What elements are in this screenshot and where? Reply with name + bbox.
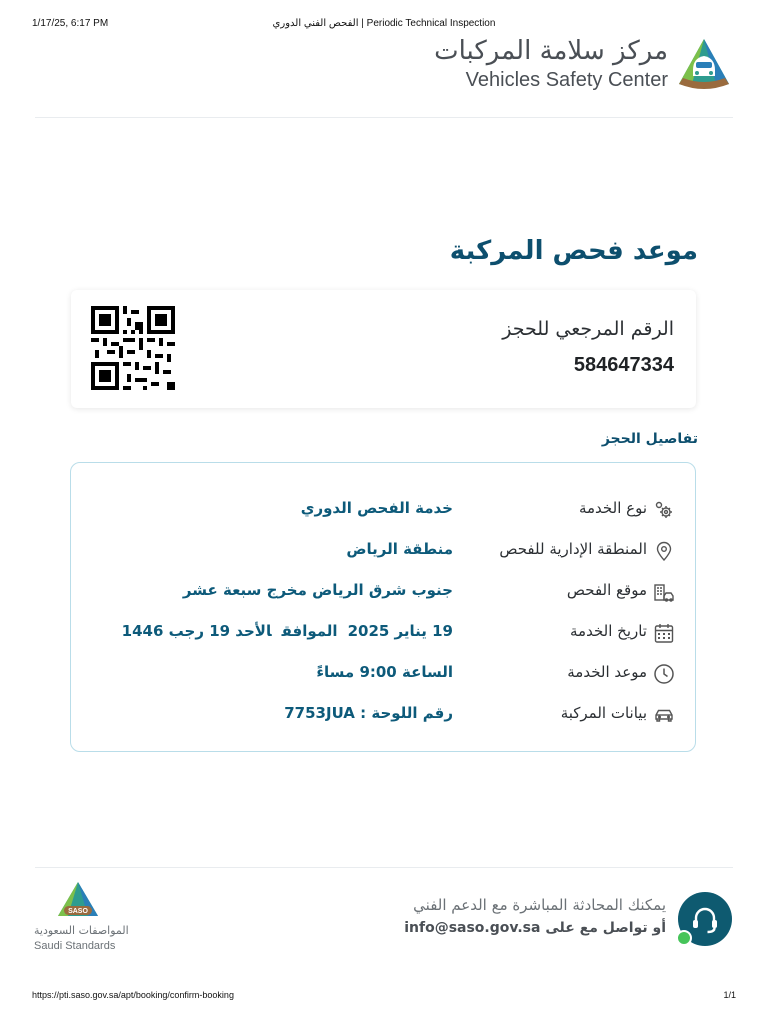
building-car-icon — [653, 581, 675, 603]
booking-details-card — [70, 462, 696, 752]
vehicles-safety-center-logo-icon — [676, 36, 732, 92]
detail-value — [112, 622, 453, 640]
detail-label: المنطقة الإدارية للفحص — [499, 540, 647, 558]
footer-divider — [35, 867, 733, 868]
reference-number: 584647334 — [573, 354, 674, 376]
qr-code-icon — [91, 306, 175, 390]
print-header — [32, 18, 736, 32]
print-footer — [32, 990, 736, 1004]
detail-label: نوع الخدمة — [578, 499, 647, 517]
detail-label: موعد الخدمة — [567, 663, 647, 681]
support-email-text[interactable]: أو تواصل مع على info@saso.gov.sa — [404, 920, 666, 936]
detail-row-service-type — [71, 495, 695, 525]
print-timestamp: 1/17/25, 6:17 PM — [32, 18, 109, 29]
saso-branding — [34, 880, 134, 960]
detail-row-vehicle-data — [71, 700, 695, 730]
detail-value: الساعة 9:00 مساءً — [316, 663, 453, 681]
print-page-title: الفحص الفني الدوري | Periodic Technical Inspection — [272, 18, 496, 29]
support-section — [404, 892, 732, 952]
booking-details-heading: تفاصيل الحجز — [601, 431, 698, 447]
detail-row-inspection-site — [71, 577, 695, 607]
gears-icon — [653, 499, 675, 521]
calendar-icon — [653, 622, 675, 644]
location-pin-icon — [653, 540, 675, 562]
saso-logo-icon — [56, 880, 100, 920]
detail-row-service-date — [71, 618, 695, 648]
date-gregorian: 19 يناير 2025 — [347, 622, 453, 640]
car-icon — [653, 704, 675, 726]
reference-label: الرقم المرجعي للحجز — [502, 318, 674, 340]
saso-name-english: Saudi Standards — [34, 940, 116, 952]
detail-value: خدمة الفحص الدوري — [300, 499, 453, 517]
detail-value: رقم اللوحة : 7753JUA — [284, 704, 453, 722]
detail-label: بيانات المركبة — [560, 704, 647, 722]
brand-header — [432, 36, 732, 96]
date-hijri: الأحد 19 رجب 1446 — [121, 622, 272, 640]
clock-icon — [653, 663, 675, 685]
header-divider — [35, 117, 733, 118]
print-page-number: 1/1 — [723, 990, 736, 1000]
detail-label: تاريخ الخدمة — [570, 622, 647, 640]
detail-value: جنوب شرق الرياض مخرج سبعة عشر — [182, 581, 453, 599]
saso-name-arabic: المواصفات السعودية — [34, 924, 129, 937]
detail-row-admin-region — [71, 536, 695, 566]
date-equivalent-label: الموافق — [281, 622, 338, 640]
page-title: موعد فحص المركبة — [449, 236, 698, 266]
reference-card — [71, 290, 696, 408]
brand-name-arabic: مركز سلامة المركبات — [434, 36, 668, 66]
detail-row-service-time — [71, 659, 695, 689]
online-status-dot — [676, 930, 692, 946]
support-chat-text: يمكنك المحادثة المباشرة مع الدعم الفني — [413, 896, 666, 914]
detail-value: منطقة الرياض — [346, 540, 453, 558]
brand-name-english: Vehicles Safety Center — [465, 69, 668, 91]
print-url: https://pti.saso.gov.sa/apt/booking/confirm-booking — [32, 990, 234, 1000]
saso-badge-text: SASO — [68, 908, 88, 915]
detail-label: موقع الفحص — [566, 581, 647, 599]
